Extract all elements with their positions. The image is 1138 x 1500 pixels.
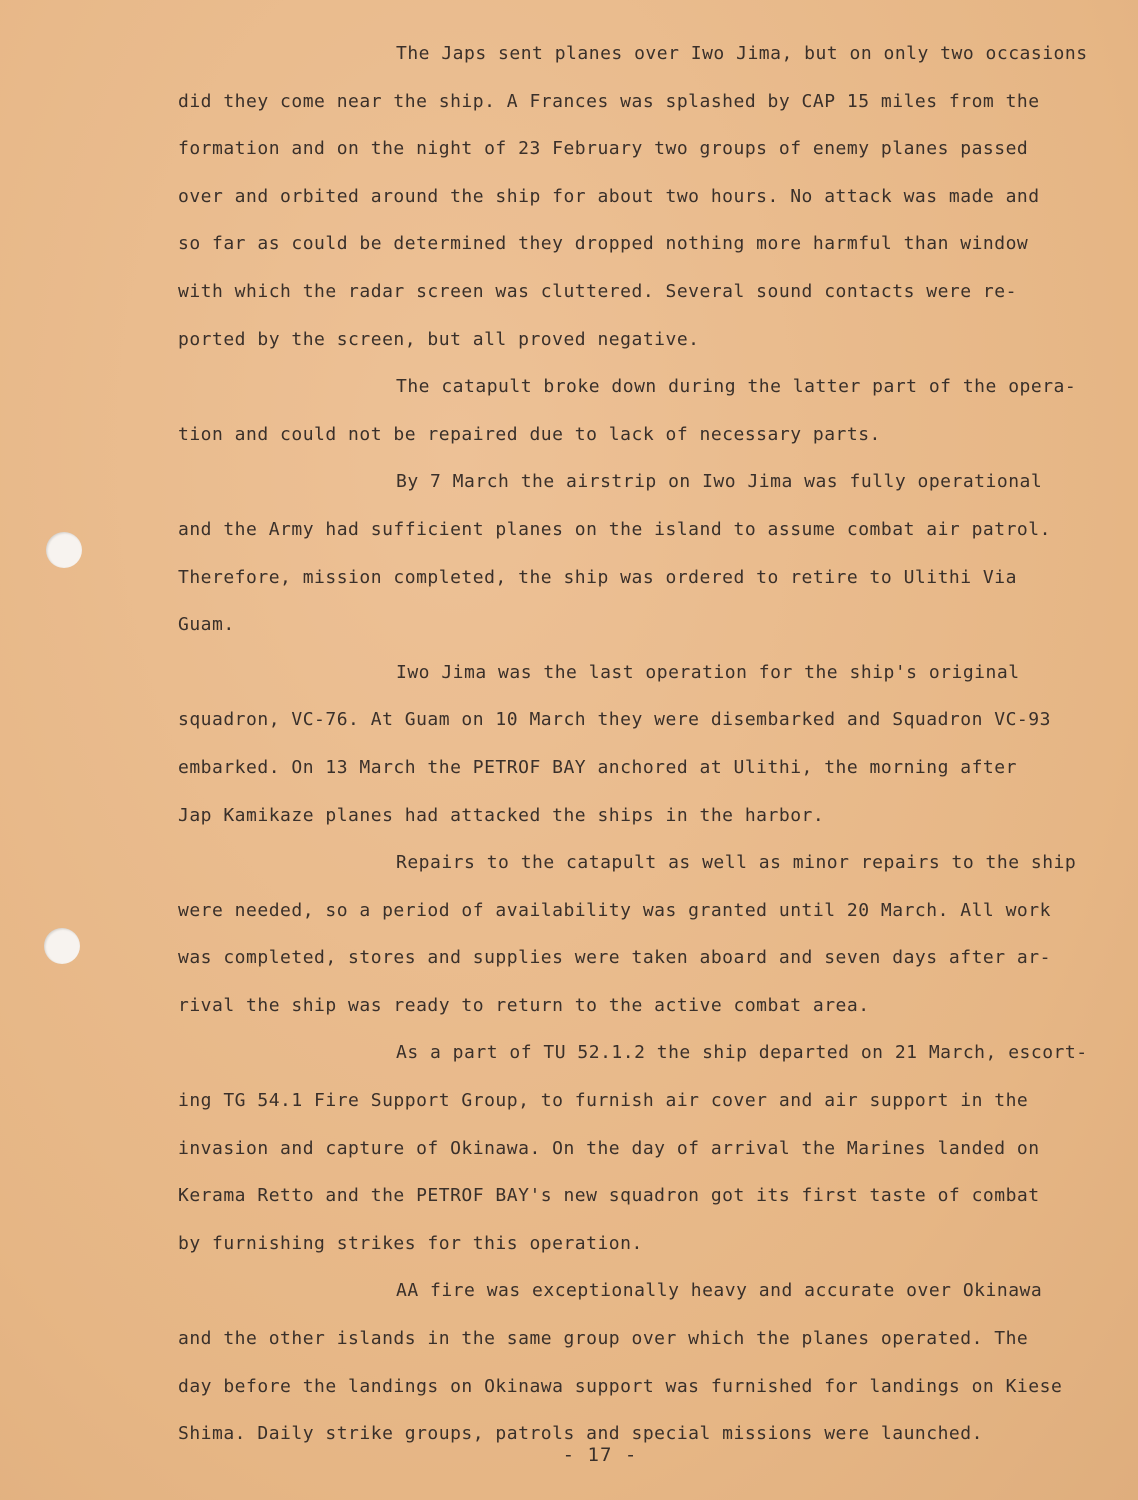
text-line: were needed, so a period of availability was granted until 20 March. All work: [178, 899, 1051, 921]
text-line: over and orbited around the ship for about two hours. No attack was made and: [178, 185, 1040, 207]
text-line: ported by the screen, but all proved negative.: [178, 328, 700, 350]
text-line: Guam.: [178, 614, 235, 636]
text-line: Shima. Daily strike groups, patrols and special missions were launched.: [178, 1423, 983, 1445]
punch-hole: [46, 532, 82, 568]
text-line: AA fire was exceptionally heavy and accurate over Okinawa: [396, 1280, 1043, 1302]
text-line: Therefore, mission completed, the ship was ordered to retire to Ulithi Via: [178, 566, 1017, 588]
text-line: Iwo Jima was the last operation for the ship's original: [396, 661, 1020, 683]
punch-hole: [44, 928, 80, 964]
text-line: squadron, VC-76. At Guam on 10 March they were disembarked and Squadron VC-93: [178, 709, 1051, 731]
text-line: did they come near the ship. A Frances was splashed by CAP 15 miles from the: [178, 90, 1040, 112]
text-line: By 7 March the airstrip on Iwo Jima was fully operational: [396, 471, 1043, 493]
text-line: tion and could not be repaired due to lack of necessary parts.: [178, 423, 881, 445]
text-line: ing TG 54.1 Fire Support Group, to furnish air cover and air support in the: [178, 1090, 1029, 1112]
text-line: The Japs sent planes over Iwo Jima, but on only two occasions: [396, 43, 1088, 64]
body-text: [178, 30, 1123, 1458]
text-line: and the Army had sufficient planes on the island to assume combat air patrol.: [178, 518, 1051, 540]
text-line: day before the landings on Okinawa support was furnished for landings on Kiese: [178, 1375, 1063, 1397]
text-line: so far as could be determined they dropped nothing more harmful than window: [178, 233, 1029, 255]
text-line: and the other islands in the same group over which the planes operated. The: [178, 1328, 1029, 1350]
page-number: - 17 -: [562, 1444, 638, 1466]
text-line: The catapult broke down during the latter part of the opera-: [396, 376, 1077, 398]
text-line: Jap Kamikaze planes had attacked the ships in the harbor.: [178, 804, 825, 826]
text-line: embarked. On 13 March the PETROF BAY anchored at Ulithi, the morning after: [178, 756, 1017, 778]
text-line: with which the radar screen was cluttered. Several sound contacts were re-: [178, 280, 1017, 302]
text-line: formation and on the night of 23 February two groups of enemy planes passed: [178, 138, 1029, 160]
text-line: rival the ship was ready to return to the active combat area.: [178, 994, 870, 1016]
text-line: by furnishing strikes for this operation.: [178, 1232, 643, 1254]
text-line: As a part of TU 52.1.2 the ship departed on 21 March, escort-: [396, 1042, 1088, 1064]
text-line: was completed, stores and supplies were taken aboard and seven days after ar-: [178, 947, 1051, 969]
text-line: Repairs to the catapult as well as minor repairs to the ship: [396, 852, 1077, 874]
text-line: Kerama Retto and the PETROF BAY's new squadron got its first taste of combat: [178, 1185, 1040, 1207]
text-line: invasion and capture of Okinawa. On the day of arrival the Marines landed on: [178, 1137, 1040, 1159]
